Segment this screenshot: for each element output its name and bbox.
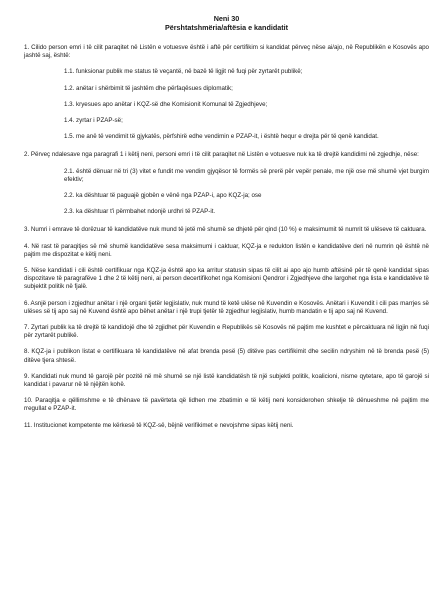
subparagraph-1-5: 1.5. me anë të vendimit të gjykatës, përfshirë edhe vendimin e PZAP-it, i është hequr e drejta për të qenë kandidat. <box>64 133 379 141</box>
paragraph-10: 10. Paraqitja e qëllimshme e të dhënave të pavërteta që lidhen me zbatimin e të këtij neni konsiderohen shkelje të dënueshme në pajtim me rregullat e PZAP-it. <box>24 397 429 413</box>
article-title: Përshtatshmëria/aftësia e kandidatit <box>164 23 289 32</box>
subparagraph-2-3: 2.3. ka dështuar t'i përmbahet ndonjë urdhri të PZAP-it. <box>64 208 216 216</box>
subparagraph-1-2: 1.2. anëtar i shërbimit të jashtëm dhe përfaqësues diplomatik; <box>64 84 233 92</box>
paragraph-3: 3. Numri i emrave të dorëzuar të kandidatëve nuk mund të jetë më shumë se dhjetë për qind (10 %) e maksimumit të numrit të ulëseve të caktuara. <box>24 226 427 234</box>
subparagraph-1-1: 1.1. funksionar publik me status të veçantë, në bazë të ligjit në fuqi për zyrtarët publikë; <box>64 68 303 76</box>
article-number: Neni 30 <box>213 14 240 23</box>
paragraph-2: 2. Përveç ndalesave nga paragrafi 1 i këtij neni, personi emri i të cilit paraqitet në Listën e votuesve nuk ka të drejtë kandidimi në zgjedhje, nëse: <box>24 151 419 159</box>
paragraph-11: 11. Institucionet kompetente me kërkesë të KQZ-së, bëjnë verifikimet e nevojshme sipas këtij neni. <box>24 421 294 429</box>
paragraph-8: 8. KQZ-ja i publikon listat e certifikuara të kandidatëve në afat brenda pesë (5) ditëve pas certifikimit dhe secilin ndryshim në të brenda pesë (5) ditëve tjera shtesë. <box>24 348 429 364</box>
paragraph-6: 6. Asnjë person i zgjedhur anëtar i një organi tjetër legjislativ, nuk mund të ketë ulëse në Kuvendin e Kosovës. Anëtari i Kuvendit i cili pas marrjes së ulëses së tij apo saj në Kuvend është apo bëhet anëtar i një trupi tjetër të zgjedhur legjislativ, humb mandatin e tij apo saj në Kuvend. <box>24 299 429 315</box>
subparagraph-2-2: 2.2. ka dështuar të paguajë gjobën e vënë nga PZAP-i, apo KQZ-ja; ose <box>64 192 262 200</box>
subparagraph-2-1: 2.1. është dënuar në tri (3) vitet e fundit me vendim gjyqësor të formës së prerë për vepër penale, me një ose më shumë vjet burgim efektiv; <box>64 167 429 183</box>
paragraph-1: 1. Cilido person emri i të cilit paraqitet në Listën e votuesve është i aftë për certifikim si kandidat përveç nëse ai/ajo, në Republikën e Kosovës apo jashtë saj, është: <box>24 44 429 60</box>
subparagraph-1-3: 1.3. kryesues apo anëtar i KQZ-së dhe Komisionit Komunal të Zgjedhjeve; <box>64 100 268 108</box>
paragraph-9: 9. Kandidati nuk mund të garojë për pozitë në më shumë se një listë kandidatësh të një subjekti politik, koalicioni, nisme qytetare, apo të garojë si kandidat i pavarur në të njëjtën kohë. <box>24 372 429 389</box>
paragraph-7: 7. Zyrtari publik ka të drejtë të kandidojë dhe të zgjidhet për Kuvendin e Republikës së Kosovës në pajtim me kushtet e përcaktuara në ligjin në fuqi për zyrtarët publikë. <box>24 324 429 340</box>
paragraph-5: 5. Nëse kandidati i cili është certifikuar nga KQZ-ja është apo ka arritur statusin sipas të cilit ai apo ajo humb aftësinë për të qenë kandidat sipas dispozitave të paragrafëve 1 dhe 2 të këtij neni, ai person decertifikohet nga Komisioni Qendror i Zgjedhjeve dhe largohet nga lista e kandidatëve të subjektit politik në fjalë. <box>24 267 429 291</box>
subparagraph-1-4: 1.4. zyrtar i PZAP-së; <box>64 117 123 125</box>
paragraph-4: 4. Në rast të paraqitjes së më shumë kandidatëve sesa maksimumi i caktuar, KQZ-ja e redukton listën e kandidatëve deri në numrin që është në pajtim me dispozitat e këtij neni. <box>24 242 429 258</box>
